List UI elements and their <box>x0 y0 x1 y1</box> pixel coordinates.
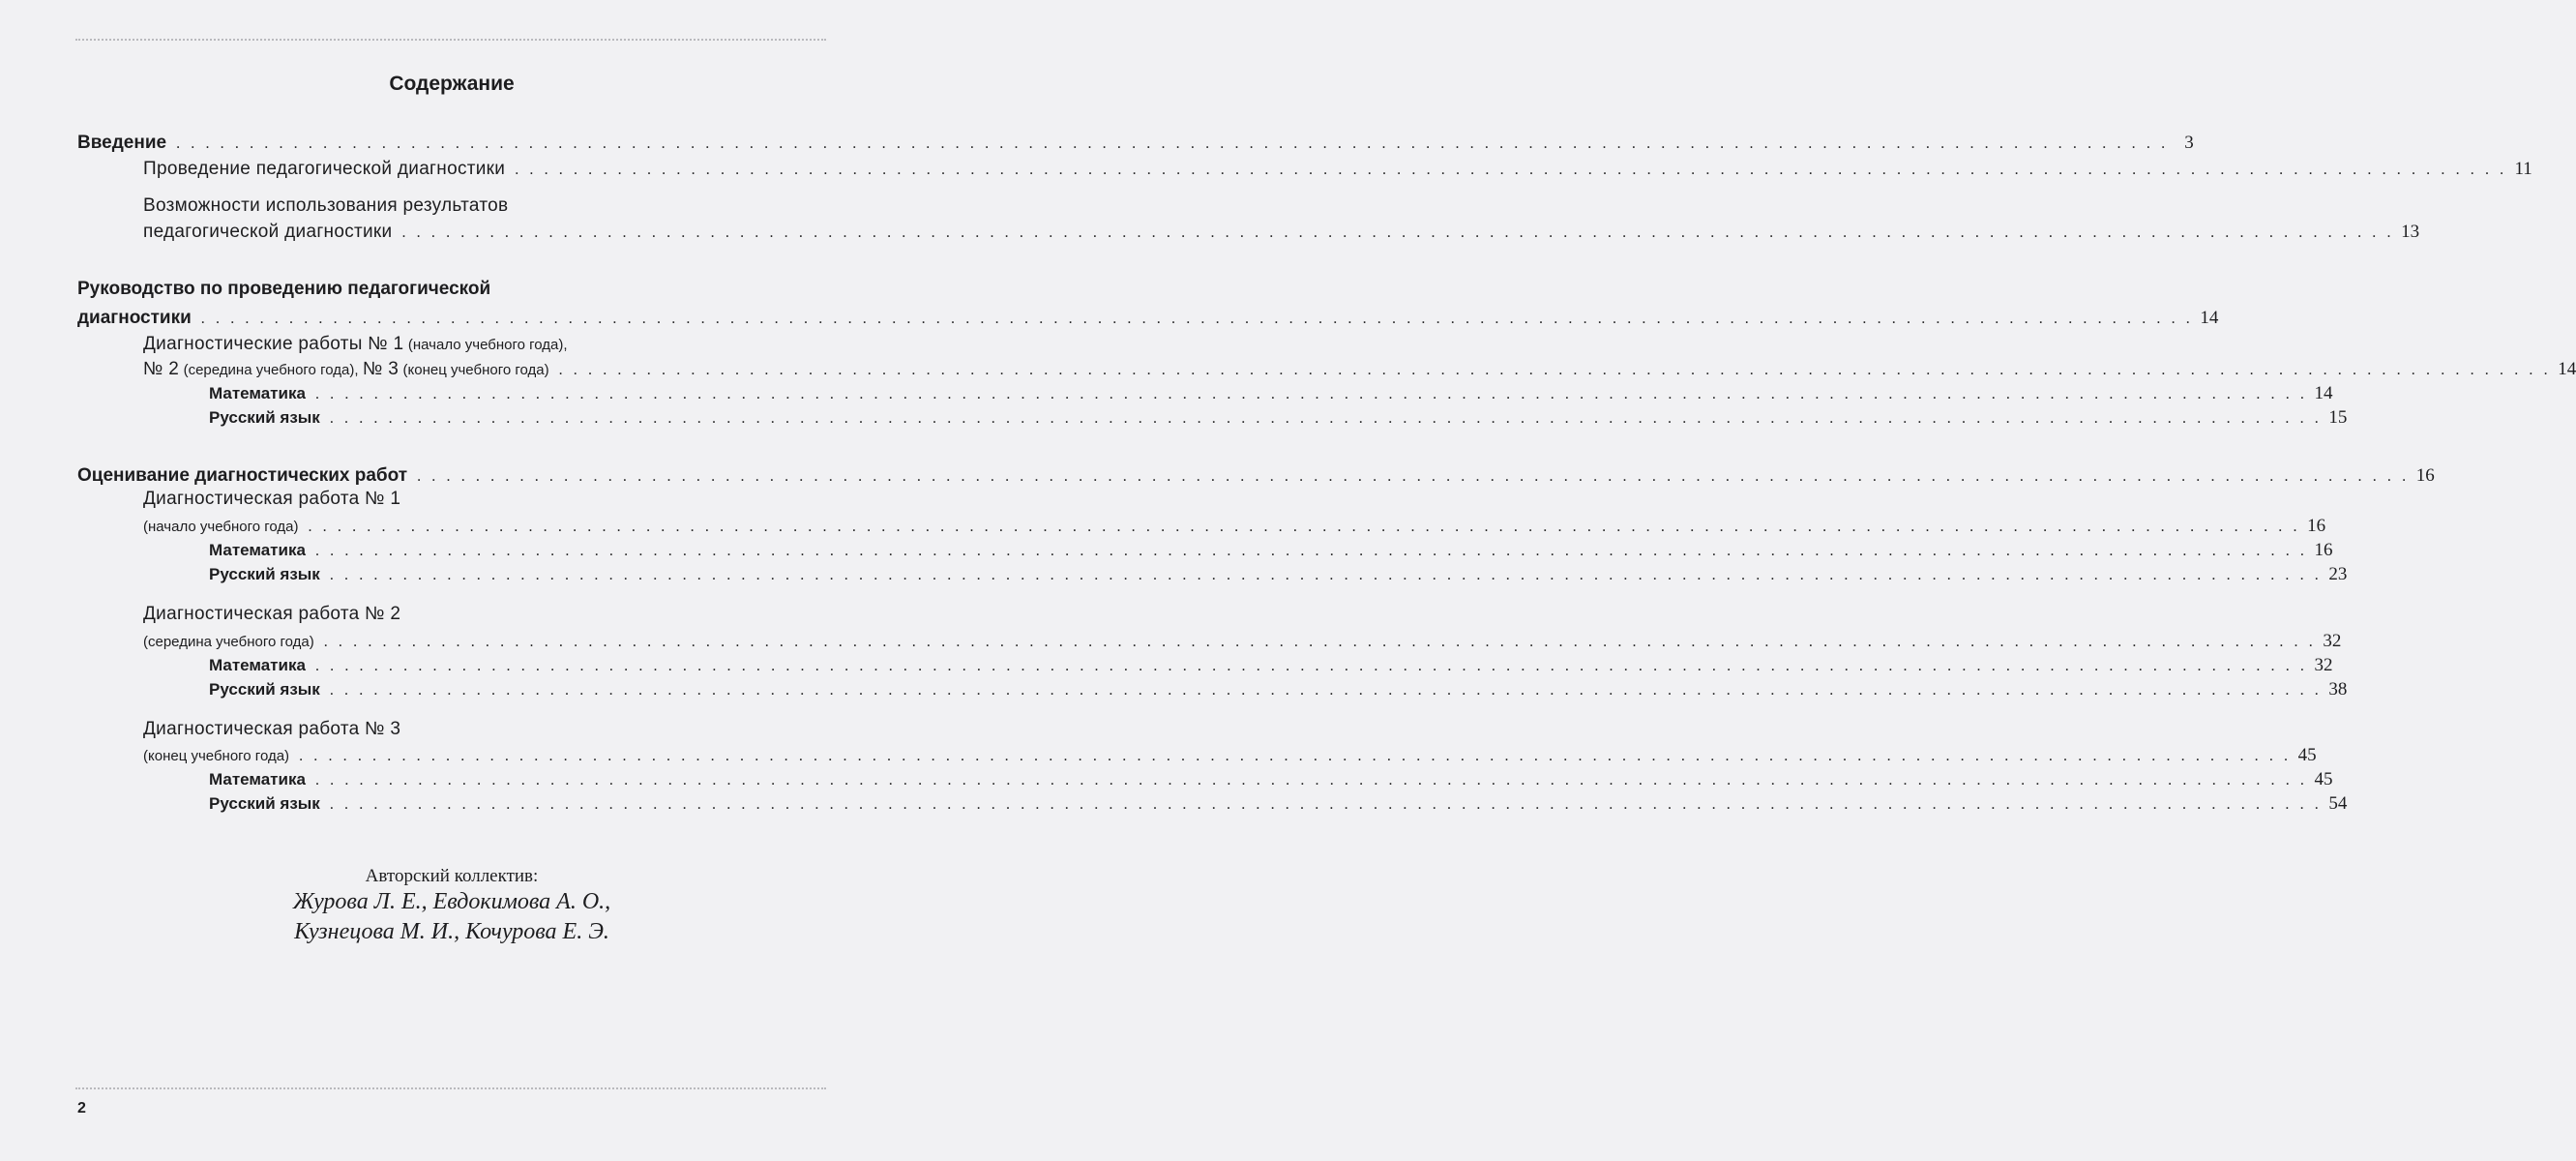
toc-work-title: Диагностическая работа № 3 <box>143 719 401 739</box>
leader-dots <box>330 567 2323 584</box>
leader-dots <box>315 658 2308 675</box>
toc-entry-title: Русский язык <box>209 408 320 427</box>
toc-page-number: 14 <box>2200 308 2219 328</box>
leader-dots <box>330 682 2323 700</box>
toc-page-number: 13 <box>2401 222 2420 242</box>
leader-dots <box>417 468 2410 486</box>
toc-entry-math[interactable] <box>77 769 2333 790</box>
leader-dots <box>201 311 2194 328</box>
toc-page-number: 45 <box>2314 769 2333 789</box>
toc-entry-math[interactable] <box>77 383 2333 404</box>
toc-entry-math[interactable] <box>77 655 2333 676</box>
toc-entry-title: Математика <box>209 656 306 674</box>
toc-entry-title: педагогической диагностики <box>143 222 393 242</box>
leader-dots <box>559 362 2552 379</box>
toc-entry-title: (начало учебного года) <box>143 519 299 535</box>
toc-work-title: Диагностическая работа № 2 <box>143 604 401 624</box>
toc-entry-results-usage[interactable] <box>77 222 2420 243</box>
authors-names-line: Журова Л. Е., Евдокимова А. О., <box>292 889 611 914</box>
toc-entry-title: Введение <box>77 133 167 153</box>
toc-entry-diagnostic-works[interactable] <box>77 359 2576 380</box>
toc-page-number: 23 <box>2328 564 2348 584</box>
toc-entry-title: Оценивание диагностических работ <box>77 465 408 486</box>
toc-page-number: 16 <box>2314 540 2333 560</box>
toc-entry-title: Математика <box>209 541 306 559</box>
toc-page-number: 14 <box>2314 383 2333 403</box>
toc-entry-russian[interactable] <box>77 679 2348 700</box>
toc-entry-title: Русский язык <box>209 794 320 813</box>
leader-dots <box>401 224 2394 242</box>
toc-entry-work-1[interactable] <box>77 516 2326 537</box>
toc-entry-title: Проведение педагогической диагностики <box>143 159 506 179</box>
toc-entry-title-line: Возможности использования результатов <box>143 195 509 216</box>
toc-entry-russian[interactable] <box>77 564 2348 585</box>
toc-page-number: 45 <box>2297 745 2317 765</box>
leader-dots <box>330 410 2323 428</box>
authors-block <box>0 866 903 947</box>
toc-entry-evaluation[interactable] <box>77 465 2435 487</box>
leader-dots <box>330 796 2323 814</box>
toc-work-title: Диагностическая работа № 1 <box>143 489 401 509</box>
leader-dots <box>299 748 2292 765</box>
toc-entry-work-2[interactable] <box>77 631 2342 652</box>
toc-page-number: 16 <box>2415 465 2435 486</box>
toc-entry-title: (конец учебного года) <box>143 748 290 764</box>
leader-dots <box>308 519 2300 536</box>
bottom-dotted-rule <box>75 1087 826 1089</box>
toc-entry-title: (середина учебного года) <box>143 634 314 650</box>
toc-entry-russian[interactable] <box>77 793 2348 815</box>
toc-entry-title: Математика <box>209 384 306 402</box>
toc-entry-introduction[interactable] <box>77 133 2194 154</box>
toc-entry-title-line: Руководство по проведению педагогической <box>77 279 491 299</box>
toc-page-number: 32 <box>2314 655 2333 675</box>
toc-entry-guide[interactable] <box>77 308 2219 329</box>
toc-page-number: 16 <box>2307 516 2326 536</box>
toc-page-number: 11 <box>2514 159 2532 179</box>
toc-page-number: 54 <box>2328 793 2348 814</box>
toc-entry-title: диагностики <box>77 308 192 328</box>
page-number: 2 <box>77 1100 86 1116</box>
page-title: Содержание <box>389 73 515 95</box>
leader-dots <box>315 543 2308 560</box>
leader-dots <box>324 634 2317 651</box>
toc-page-number: 3 <box>2184 133 2194 153</box>
toc-entry-title: Математика <box>209 770 306 789</box>
leader-dots <box>176 135 2169 153</box>
toc-page-number: 15 <box>2328 407 2348 428</box>
toc-entry-title-line: Диагностические работы № 1 (начало учебного года), <box>143 334 568 354</box>
top-dotted-rule <box>75 39 826 41</box>
leader-dots <box>515 162 2507 179</box>
toc-entry-diagnostics-conduct[interactable] <box>77 159 2532 180</box>
toc-entry-math[interactable] <box>77 540 2333 561</box>
toc-entry-title: Русский язык <box>209 680 320 699</box>
toc-entry-title: № 2 (середина учебного года), № 3 (конец учебного года) <box>143 359 549 379</box>
authors-label: Авторский коллектив: <box>365 866 539 886</box>
toc-page-number: 14 <box>2558 359 2576 379</box>
toc-page-number: 32 <box>2323 631 2342 651</box>
toc-entry-work-3[interactable] <box>77 745 2317 766</box>
toc-page-number: 38 <box>2328 679 2348 700</box>
toc-entry-title: Русский язык <box>209 565 320 583</box>
leader-dots <box>315 386 2308 403</box>
authors-names-line: Кузнецова М. И., Кочурова Е. Э. <box>294 919 609 944</box>
leader-dots <box>315 772 2308 789</box>
toc-entry-russian[interactable] <box>77 407 2348 429</box>
